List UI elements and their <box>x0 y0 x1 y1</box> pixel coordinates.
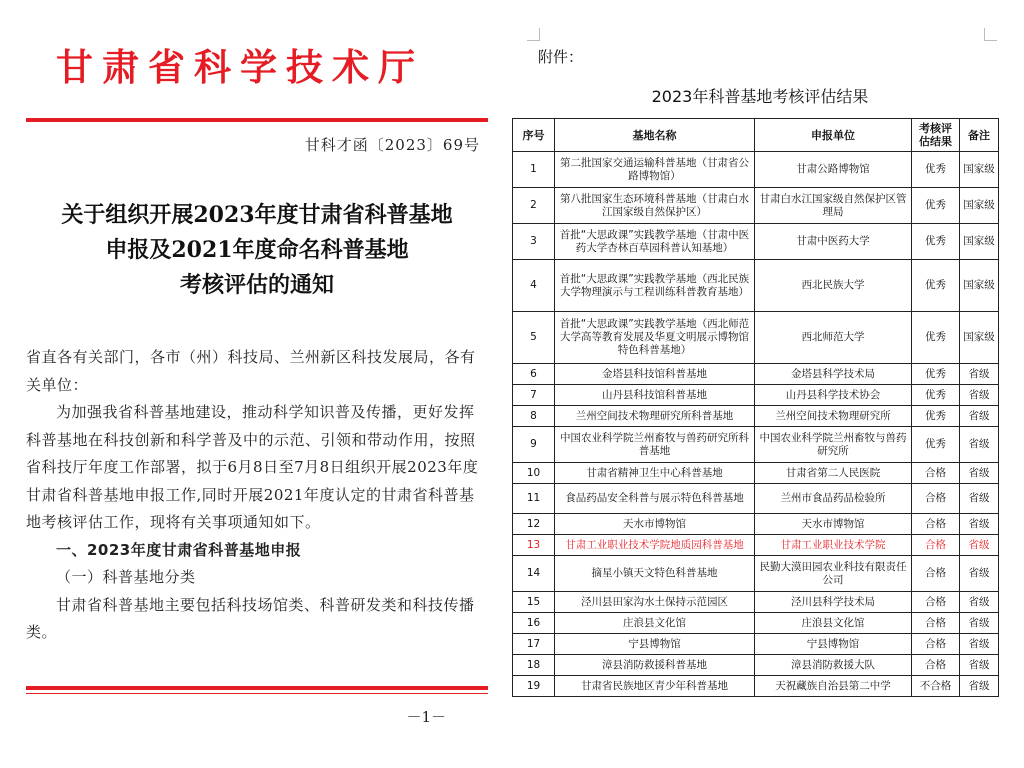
cell-name: 甘肃工业职业技术学院地质园科普基地 <box>555 535 755 556</box>
cell-note: 省级 <box>960 592 999 613</box>
cell-no: 8 <box>513 406 555 427</box>
cell-result: 合格 <box>912 535 960 556</box>
cell-unit: 甘肃白水江国家级自然保护区管理局 <box>755 188 912 224</box>
cell-note: 省级 <box>960 556 999 592</box>
cell-result: 优秀 <box>912 152 960 188</box>
cell-no: 11 <box>513 484 555 514</box>
results-title: 2023年科普基地考核评估结果 <box>651 87 869 106</box>
cell-unit: 西北师范大学 <box>755 312 912 364</box>
cell-no: 2 <box>513 188 555 224</box>
cell-no: 3 <box>513 224 555 260</box>
category-paragraph: 甘肃省科普基地主要包括科技场馆类、科普研发类和科技传播类。 <box>26 595 475 641</box>
cell-result: 优秀 <box>912 406 960 427</box>
table-row <box>513 676 999 697</box>
header-no: 序号 <box>513 119 555 152</box>
cell-name: 金塔县科技馆科普基地 <box>555 364 755 385</box>
notice-body <box>26 344 484 647</box>
cell-unit: 山丹县科学技术协会 <box>755 385 912 406</box>
cell-result: 合格 <box>912 484 960 514</box>
header-note: 备注 <box>960 119 999 152</box>
table-row <box>513 463 999 484</box>
cell-no: 7 <box>513 385 555 406</box>
cell-unit: 甘肃公路博物馆 <box>755 152 912 188</box>
cell-result: 优秀 <box>912 364 960 385</box>
cell-unit: 中国农业科学院兰州畜牧与兽药研究所 <box>755 427 912 463</box>
cell-result: 合格 <box>912 556 960 592</box>
cell-name: 中国农业科学院兰州畜牧与兽药研究所科普基地 <box>555 427 755 463</box>
cell-no: 17 <box>513 634 555 655</box>
table-row <box>513 312 999 364</box>
cell-result: 优秀 <box>912 188 960 224</box>
cell-note: 国家级 <box>960 188 999 224</box>
page-number: －1－ <box>406 708 446 726</box>
cell-note: 省级 <box>960 385 999 406</box>
cell-note: 省级 <box>960 676 999 697</box>
table-header-row <box>513 119 999 152</box>
cell-note: 省级 <box>960 463 999 484</box>
cell-unit: 庄浪县文化馆 <box>755 613 912 634</box>
cell-no: 10 <box>513 463 555 484</box>
cell-no: 18 <box>513 655 555 676</box>
cell-no: 16 <box>513 613 555 634</box>
table-row <box>513 634 999 655</box>
cell-unit: 天水市博物馆 <box>755 514 912 535</box>
cell-unit: 兰州市食品药品检验所 <box>755 484 912 514</box>
footer-red-line <box>26 686 488 690</box>
cell-name: 甘肃省精神卫生中心科普基地 <box>555 463 755 484</box>
cell-no: 9 <box>513 427 555 463</box>
header-unit: 申报单位 <box>755 119 912 152</box>
cell-name: 第八批国家生态环境科普基地（甘肃白水江国家级自然保护区） <box>555 188 755 224</box>
cell-unit: 泾川县科学技术局 <box>755 592 912 613</box>
cell-name: 天水市博物馆 <box>555 514 755 535</box>
table-row <box>513 188 999 224</box>
crop-mark <box>984 28 997 41</box>
agency-letterhead: 甘肃省科学技术厅 <box>56 45 424 89</box>
cell-note: 国家级 <box>960 312 999 364</box>
cell-note: 省级 <box>960 613 999 634</box>
intro-paragraph: 为加强我省科普基地建设，推动科学知识普及传播，更好发挥科普基地在科技创新和科学普及中的示范、引领和带动作用，按照省科技厅年度工作部署，拟于6月8日至7月8日组织开展2023年度甘肃省科普基地申报工作,同时开展2021年度认定的甘肃省科普基地考核评估工作，现将有关事项通知如下。 <box>26 403 479 531</box>
cell-result: 优秀 <box>912 385 960 406</box>
cell-name: 泾川县田家沟水土保持示范园区 <box>555 592 755 613</box>
cell-note: 省级 <box>960 655 999 676</box>
table-row <box>513 385 999 406</box>
cell-note: 省级 <box>960 514 999 535</box>
cell-unit: 甘肃省第二人民医院 <box>755 463 912 484</box>
table-row <box>513 484 999 514</box>
cell-unit: 甘肃中医药大学 <box>755 224 912 260</box>
cell-name: 摘星小镇天文特色科普基地 <box>555 556 755 592</box>
cell-unit: 金塔县科学技术局 <box>755 364 912 385</box>
cell-unit: 天祝藏族自治县第二中学 <box>755 676 912 697</box>
notice-title <box>26 198 488 303</box>
cell-name: 漳县消防救援科普基地 <box>555 655 755 676</box>
cell-no: 15 <box>513 592 555 613</box>
cell-note: 省级 <box>960 406 999 427</box>
table-row <box>513 556 999 592</box>
cell-note: 省级 <box>960 634 999 655</box>
table-row <box>513 364 999 385</box>
cell-no: 14 <box>513 556 555 592</box>
cell-note: 国家级 <box>960 224 999 260</box>
cell-note: 省级 <box>960 427 999 463</box>
notice-title-line: 考核评估的通知 <box>179 272 334 298</box>
cell-note: 省级 <box>960 535 999 556</box>
cell-unit: 漳县消防救援大队 <box>755 655 912 676</box>
table-row <box>513 613 999 634</box>
table-row <box>513 655 999 676</box>
cell-name: 庄浪县文化馆 <box>555 613 755 634</box>
letterhead-red-line <box>26 118 488 122</box>
table-row <box>513 514 999 535</box>
notice-title-line: 申报及2021年度命名科普基地 <box>105 237 409 263</box>
section-heading: 一、2023年度甘肃省科普基地申报 <box>56 540 302 559</box>
subsection-heading: （一）科普基地分类 <box>56 568 196 586</box>
cell-note: 省级 <box>960 484 999 514</box>
cell-unit: 西北民族大学 <box>755 260 912 312</box>
results-table <box>512 118 999 697</box>
cell-name: 甘肃省民族地区青少年科普基地 <box>555 676 755 697</box>
cell-name: 山丹县科技馆科普基地 <box>555 385 755 406</box>
attachment-label: 附件： <box>538 48 584 66</box>
crop-mark <box>527 28 540 41</box>
cell-unit: 民勤大漠田园农业科技有限责任公司 <box>755 556 912 592</box>
cell-result: 合格 <box>912 634 960 655</box>
cell-unit: 甘肃工业职业技术学院 <box>755 535 912 556</box>
header-result: 考核评估结果 <box>912 119 960 152</box>
cell-name: 第二批国家交通运输科普基地（甘肃省公路博物馆） <box>555 152 755 188</box>
notice-page <box>0 0 506 768</box>
table-row <box>513 224 999 260</box>
cell-note: 国家级 <box>960 152 999 188</box>
cell-result: 合格 <box>912 514 960 535</box>
table-body <box>513 152 999 697</box>
cell-result: 合格 <box>912 613 960 634</box>
cell-no: 1 <box>513 152 555 188</box>
cell-name: 宁县博物馆 <box>555 634 755 655</box>
cell-result: 优秀 <box>912 312 960 364</box>
cell-no: 13 <box>513 535 555 556</box>
cell-note: 省级 <box>960 364 999 385</box>
cell-no: 19 <box>513 676 555 697</box>
table-row <box>513 592 999 613</box>
cell-result: 不合格 <box>912 676 960 697</box>
cell-name: 首批“大思政课”实践教学基地（甘肃中医药大学杏林百草园科普认知基地） <box>555 224 755 260</box>
cell-no: 12 <box>513 514 555 535</box>
cell-result: 优秀 <box>912 427 960 463</box>
cell-name: 首批“大思政课”实践教学基地（西北师范大学高等教育发展及华夏文明展示博物馆特色科普基地） <box>555 312 755 364</box>
notice-title-line: 关于组织开展2023年度甘肃省科普基地 <box>61 202 453 228</box>
cell-no: 4 <box>513 260 555 312</box>
document-number: 甘科才函〔2023〕69号 <box>304 136 480 154</box>
cell-result: 合格 <box>912 463 960 484</box>
cell-result: 优秀 <box>912 260 960 312</box>
cell-unit: 宁县博物馆 <box>755 634 912 655</box>
header-name: 基地名称 <box>555 119 755 152</box>
cell-note: 国家级 <box>960 260 999 312</box>
table-row <box>513 535 999 556</box>
cell-result: 优秀 <box>912 224 960 260</box>
cell-result: 合格 <box>912 592 960 613</box>
cell-unit: 兰州空间技术物理研究所 <box>755 406 912 427</box>
table-row <box>513 427 999 463</box>
salutation: 省直各有关部门，各市（州）科技局、兰州新区科技发展局，各有关单位： <box>26 348 476 394</box>
cell-name: 首批“大思政课”实践教学基地（西北民族大学物理演示与工程训练科普教育基地） <box>555 260 755 312</box>
cell-result: 合格 <box>912 655 960 676</box>
cell-name: 食品药品安全科普与展示特色科普基地 <box>555 484 755 514</box>
table-row <box>513 152 999 188</box>
cell-no: 5 <box>513 312 555 364</box>
cell-name: 兰州空间技术物理研究所科普基地 <box>555 406 755 427</box>
footer-thin-red-line <box>26 693 488 694</box>
cell-no: 6 <box>513 364 555 385</box>
table-row <box>513 260 999 312</box>
table-row <box>513 406 999 427</box>
